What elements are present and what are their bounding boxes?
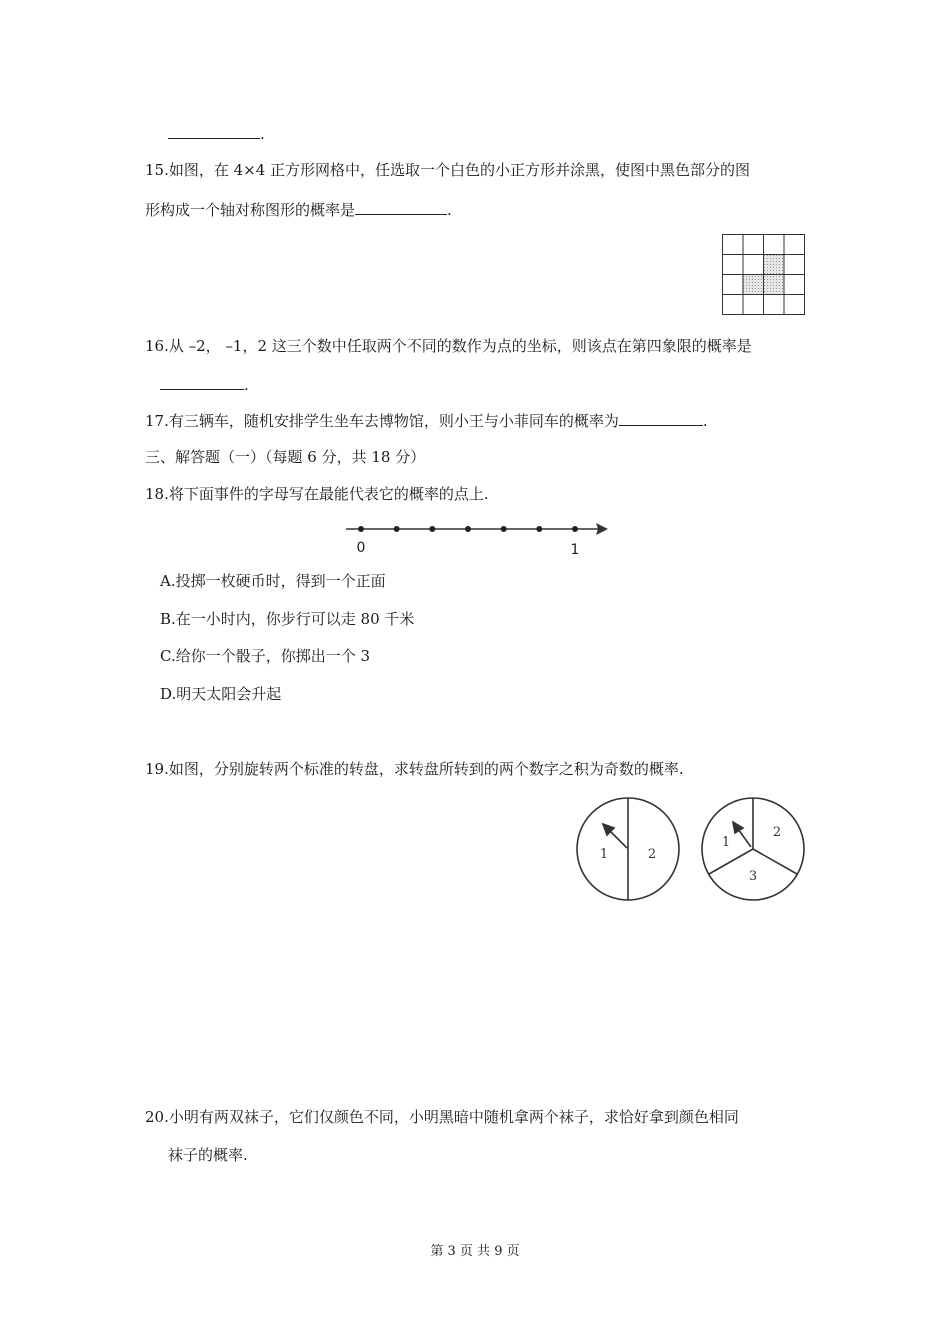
q18-option-b: B.在一小时内，你步行可以走 80 千米 xyxy=(160,610,415,628)
shaded-cell xyxy=(763,254,784,274)
spinner-2-divider xyxy=(753,849,797,874)
q20-stem-line1: 20.小明有两双袜子，它们仅颜色不同，小明黑暗中随机拿两个袜子，求恰好拿到颜色相同 xyxy=(145,1108,739,1126)
q19-stem: 19.如图，分别旋转两个标准的转盘，求转盘所转到的两个数字之积为奇数的概率. xyxy=(145,760,684,778)
q18-option-c: C.给你一个骰子，你掷出一个 3 xyxy=(160,647,371,665)
spinner-2-pointer xyxy=(738,829,751,847)
q18-stem: 18.将下面事件的字母写在最能代表它的概率的点上. xyxy=(145,485,489,503)
number-line-point xyxy=(394,526,400,532)
number-line-point xyxy=(572,526,578,532)
q15-answer-blank xyxy=(355,200,447,215)
number-line-point xyxy=(429,526,435,532)
q16-answer-blank xyxy=(160,375,244,390)
spinner-2-label: 3 xyxy=(748,869,758,884)
answer-blank xyxy=(168,124,260,139)
spinner-1-label: 1 xyxy=(599,847,609,862)
q17-answer-blank xyxy=(619,411,703,426)
number-line-point xyxy=(465,526,471,532)
shaded-cell xyxy=(763,274,784,294)
q18-number-line xyxy=(340,518,612,558)
section-3-title: 三、解答题（一）（每题 6 分，共 18 分） xyxy=(145,448,426,466)
page-footer: 第 3 页 共 9 页 xyxy=(430,1244,520,1259)
q15-grid-figure xyxy=(722,234,806,316)
q20-stem-line2: 袜子的概率. xyxy=(168,1146,248,1164)
q16-stem-line2: . xyxy=(160,375,249,395)
q18-option-d: D.明天太阳会升起 xyxy=(160,685,282,703)
q17-stem: 17.有三辆车，随机安排学生坐车去博物馆，则小王与小菲同车的概率为 . xyxy=(145,412,708,430)
q15-stem-line2: 形构成一个轴对称图形的概率是 . xyxy=(145,201,452,219)
number-line-point xyxy=(536,526,542,532)
spinner-2-divider xyxy=(709,849,753,874)
q15-stem-line1: 15.如图，在 4×4 正方形网格中，任选取一个白色的小正方形并涂黑，使图中黑色部分的图 xyxy=(145,161,751,179)
spinner-1-pointer xyxy=(609,830,627,848)
q19-spinners-figure xyxy=(570,796,810,904)
spinner-2-label: 1 xyxy=(721,835,731,850)
number-line-point xyxy=(358,526,364,532)
spinner-1-label: 2 xyxy=(647,847,657,862)
q16-stem-line1: 16.从 –2， –1，2 这三个数中任取两个不同的数作为点的坐标，则该点在第四象限的概率是 xyxy=(145,337,752,355)
spinner-2-label: 2 xyxy=(772,825,782,840)
spinner-2-pointer-head xyxy=(733,822,743,833)
previous-answer-blank: . xyxy=(168,124,265,144)
number-line-point xyxy=(501,526,507,532)
shaded-cell xyxy=(742,274,763,294)
number-line-start-label: 0 xyxy=(356,540,366,556)
number-line-end-label: 1 xyxy=(570,542,580,558)
q18-option-a: A.投掷一枚硬币时，得到一个正面 xyxy=(160,572,386,590)
